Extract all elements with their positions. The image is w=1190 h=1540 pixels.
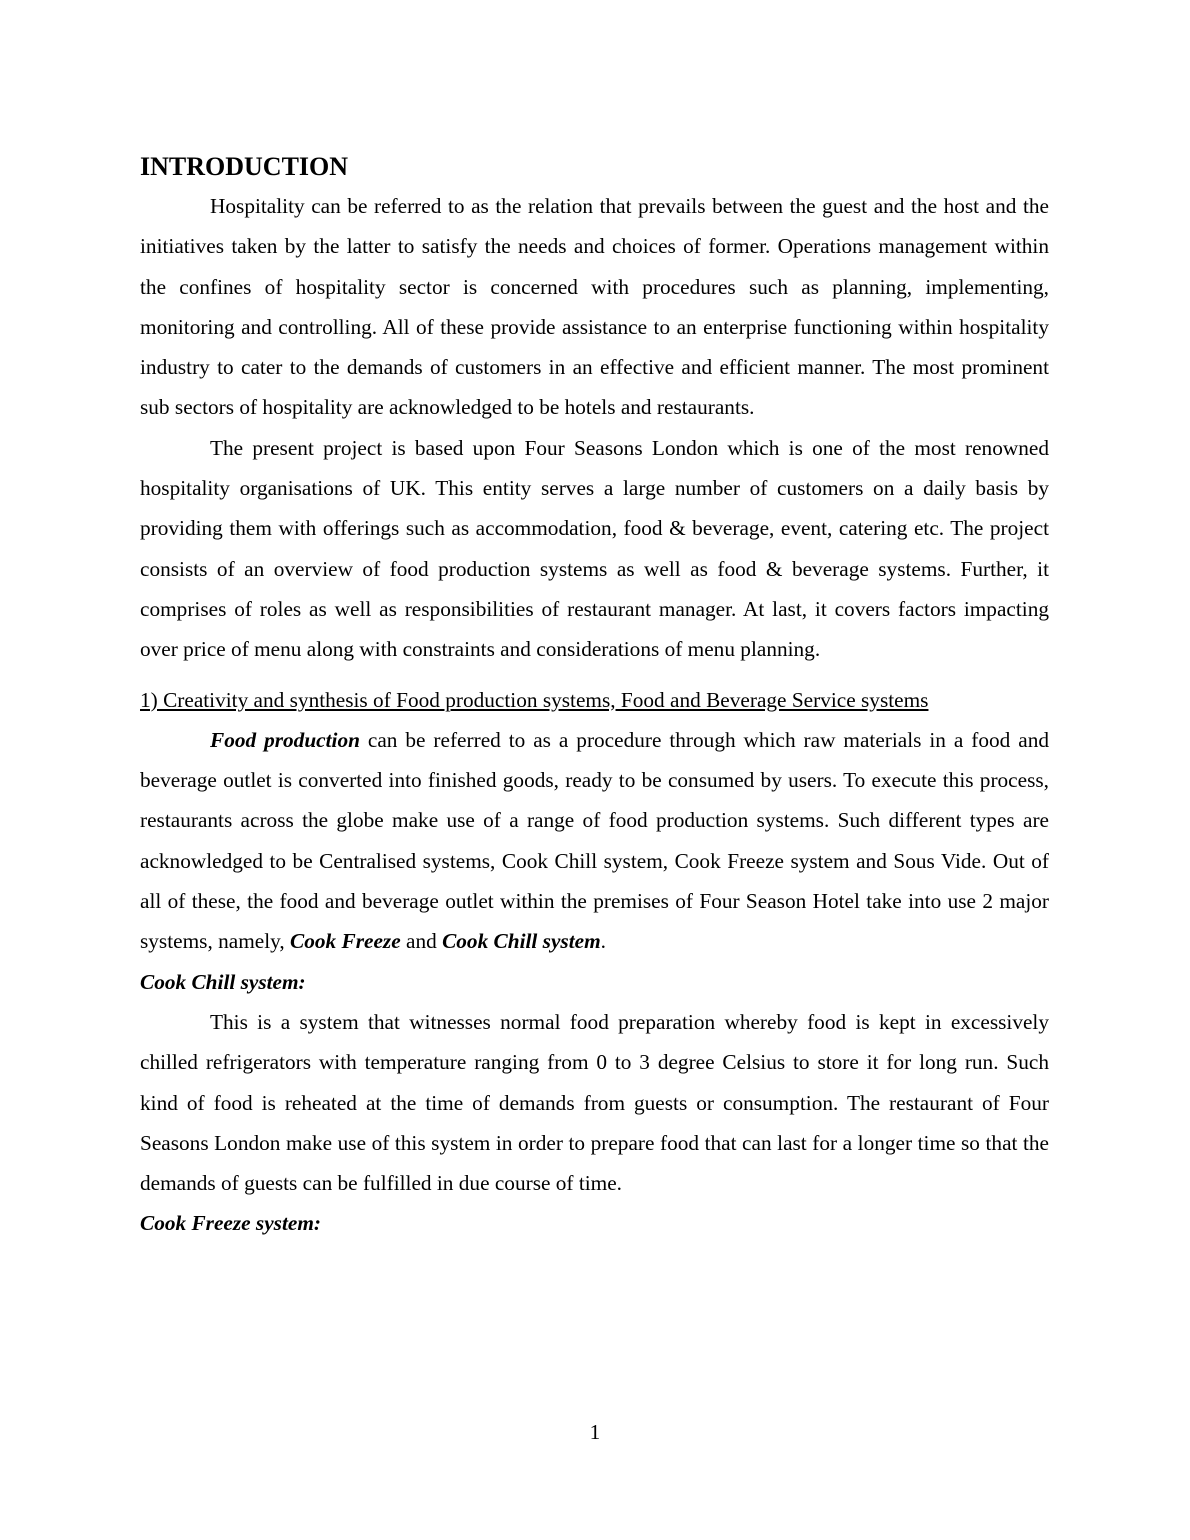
page-title: INTRODUCTION [140, 152, 349, 181]
food-production-paragraph [140, 720, 1049, 962]
page-number: 1 [589, 1420, 601, 1444]
cook-chill-heading: Cook Chill system: [140, 969, 306, 994]
intro-paragraph-1: Hospitality can be referred to as the relation that prevails between the guest and the host and the initiatives taken by the latter to satisfy the needs and choices of former. Operations management within the confines of hospitality sector is concerned with procedures such as planning, implementing, monitoring and controlling. All of these provide assistance to an enterprise functioning within hospitality industry to cater to the demands of customers in an effective and efficient manner. The most prominent sub sectors of hospitality are acknowledged to be hotels and restaurants. [140, 194, 1049, 420]
food-production-term: Food production [210, 727, 360, 752]
cook-freeze-heading: Cook Freeze system: [140, 1211, 321, 1236]
intro-paragraph-2: The present project is based upon Four Seasons London which is one of the most renowned hospitality organisations of UK. This entity serves a large number of customers on a daily basis by providing them with offerings such as accommodation, food & beverage, event, catering etc. The project consists of an overview of food production systems as well as food & beverage systems. Further, it comprises of roles as well as responsibilities of restaurant manager. At last, it covers factors impacting over price of menu along with constraints and considerations of menu planning. [140, 435, 1049, 662]
cook-freeze-term: Cook Freeze [290, 929, 401, 954]
cook-chill-paragraph: This is a system that witnesses normal food preparation whereby food is kept in excessively chilled refrigerators with temperature ranging from 0 to 3 degree Celsius to store it for long run. Such kind of food is reheated at the time of demands from guests or consumption. The restaurant of Four Seasons London make use of this system in order to prepare food that can last for a longer time so that the demands of guests can be fulfilled in due course of time. [140, 1009, 1049, 1196]
page-content [140, 150, 1049, 1244]
food-production-text: can be referred to as a procedure through which raw materials in a food and beverage outlet is converted into finished goods, ready to be consumed by users. To execute this process, restaurants across the globe make use of a range of food production systems. Such different types are acknowledged to be Centralised systems, Cook Chill system, Cook Freeze system and Sous Vide. Out of all of these, the food and beverage outlet within the premises of Four Season Hotel take into use 2 major systems, namely, [140, 727, 1049, 954]
cook-chill-term: Cook Chill system [442, 929, 601, 954]
connector-text: and [400, 929, 443, 954]
sentence-end: . [600, 929, 606, 954]
section-heading-1: 1) Creativity and synthesis of Food production systems, Food and Beverage Service systems [140, 687, 929, 712]
